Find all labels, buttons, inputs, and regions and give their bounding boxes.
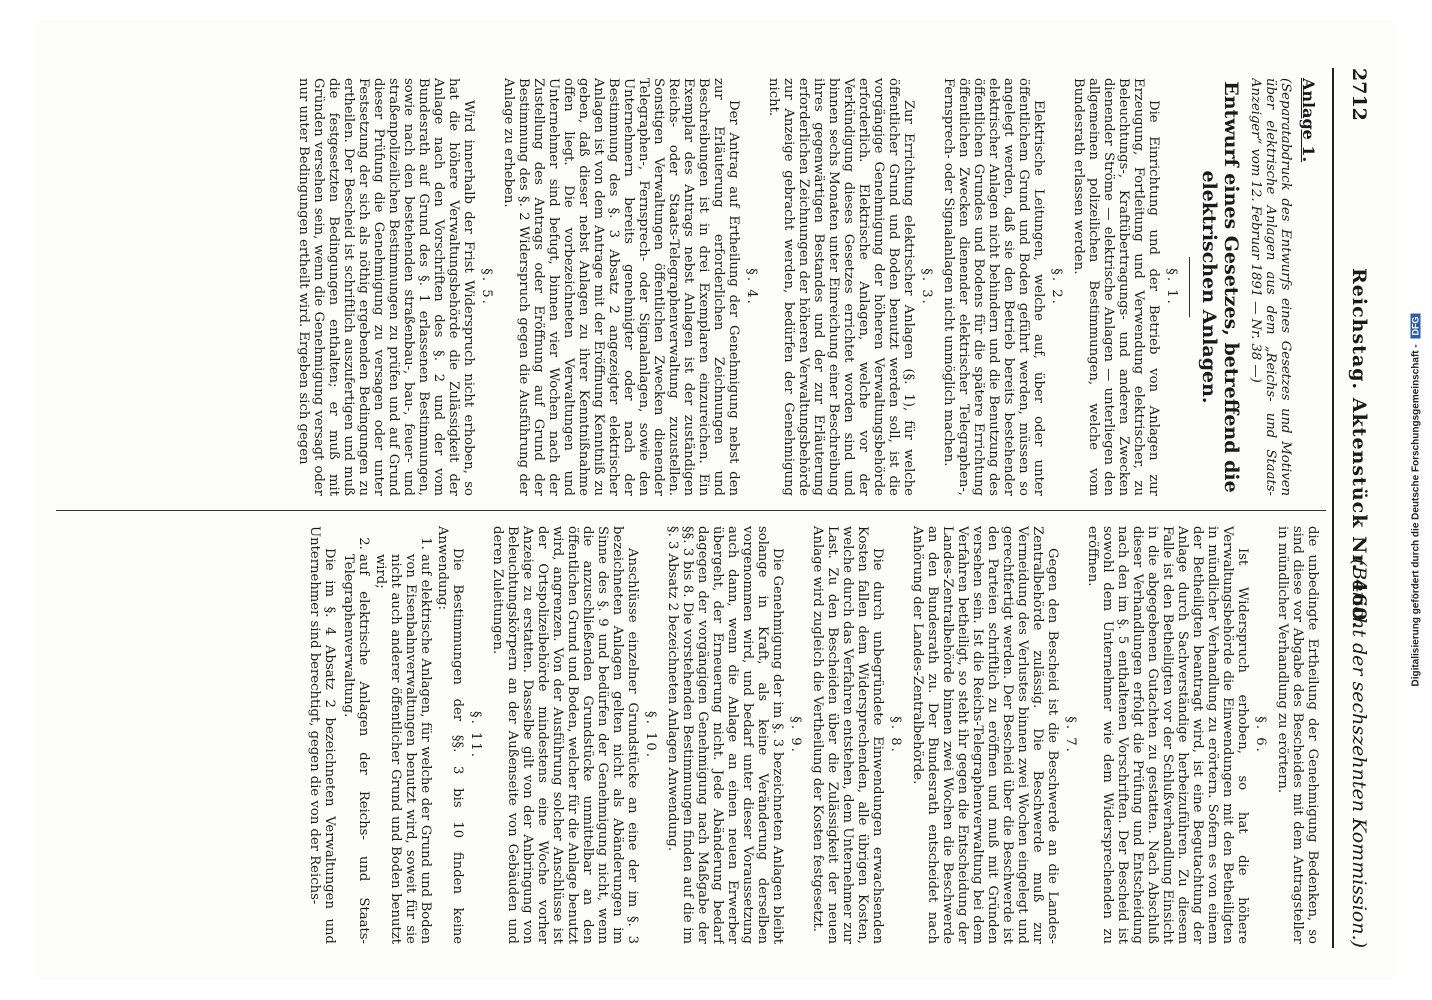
separate-print-note: (Separatabdruck des Entwurfs eines Gesetzes und Motiven über elektrische Anlagen aus dem „Reichs- und Staats-Anzeiger“ vom 12. Februar 1891 — Nr. 38 —) bbox=[1248, 78, 1293, 496]
section-heading-1: §. 1. bbox=[1164, 268, 1179, 306]
section-heading-2: §. 2. bbox=[1049, 268, 1064, 306]
section-heading-8: §. 8. bbox=[888, 716, 903, 754]
section-text-1: Die Einrichtung und der Betrieb von Anlagen zur Erzeugung, Fortleitung und Verwendung elektrischer, zu Beleuchtungs-, Kraftübertragungs- und anderen Zwecken dienender Ströme — elektrische Anlagen — unterliegen den allgemeinen polizeilichen Bestimmungen, welche vom Bundesrath erlassen werden. bbox=[1071, 78, 1161, 496]
section-text-10: Anschlüsse einzelner Grundstücke an eine der im §. 3 bezeichneten Anlagen gelten nicht als Abänderungen im Sinne des §. 9 und bedürfen der Genehmigung nicht, wenn die anzuschließenden Grundstücke unmittelbar an den öffentlichen Grund und Boden, welcher für die Anlage benutzt wird, angrenzen. Von der Ausführung solcher Anschlüsse ist der Ortspolizeibehörde mindestens eine Woche vorher Anzeige zu erstatten. Dasselbe gilt von der Anbringung von Beleuchtungskörpern an der Außenseite von Gebäuden und deren Zuleitungen. bbox=[490, 526, 640, 944]
column-divider bbox=[56, 510, 1326, 511]
section-heading-9: §. 9. bbox=[788, 716, 803, 754]
section-text-7: Gegen den Bescheid ist die Beschwerde an die Landes-Zentralbehörde zulässig. Die Beschwerde muß zur Vermeidung des Verlustes binnen zwei Wochen eingelegt und gerechtfertigt werden. Der Bescheid über die Beschwerde ist den Parteien schriftlich zu eröffnen und muß mit Gründen versehen sein. Ist die Reichs-Telegraphenverwaltung bei dem Verfahren betheiligt, so steht ihr gegen die Entscheidung der Landes-Zentralbehörde binnen zwei Wochen die Beschwerde an den Bundesrath zu. Der Bundesrath entscheidet nach Anhörung der Landes-Zentralbehörde. bbox=[910, 526, 1060, 944]
law-title: Entwurf eines Gesetzes, betreffend die elektrischen Anlagen. bbox=[1198, 81, 1242, 493]
section-heading-6: §. 6. bbox=[1253, 716, 1268, 754]
section-text-5: Wird innerhalb der Frist Widerspruch nicht erhoben, so hat die höhere Verwaltungsbehörde die Zulässigkeit der Anlage nach den Vorschriften des §. 2 und der vom Bundesrath auf Grund des §. 1 erlassenen Bestimmungen, sowie nach den bestehenden straßenbau-, bau-, feuer- und straßenpolizeilichen Bestimmungen zu prüfen und auf Grund dieser Prüfung die Genehmigung zu versagen oder unter Festsetzung der sich als nöthig ergebenden Bedingungen zu ertheilen. Der Bescheid ist schriftlich auszufertigen und muß die festgesetzten Bedingungen enthalten; er muß mit Gründen versehen sein, wenn die Genehmigung versagt oder nur unter Bedingungen ertheilt wird. Ergeben sich gegen bbox=[296, 78, 476, 496]
section-heading-5: §. 5. bbox=[479, 268, 494, 306]
section-text-11: Die Bestimmungen der §§. 3 bis 10 finden keine Anwendung: bbox=[435, 526, 465, 944]
digitization-credit bbox=[1411, 313, 1422, 686]
section-text-11-end: Die im §. 4 Absatz 2 bezeichneten Verwaltungen und Unternehmer sind berechtigt, gegen die von der Reichs- bbox=[307, 526, 337, 944]
list-item: 1. auf elektrische Anlagen, für welche der Grund und Boden von Eisenbahnverwaltungen benutzt wird, soweit für sie nicht auch anderer öffentlicher Grund und Boden benutzt wird; bbox=[373, 554, 433, 944]
title-rule bbox=[1189, 257, 1190, 317]
continued-text: die unbedingte Ertheilung der Genehmigung Bedenken, so sind diese vor Abgabe des Bescheides mit dem Antragsteller in mündlicher Verhandlung zu erörtern. bbox=[1275, 526, 1320, 944]
section-heading-10: §. 10. bbox=[643, 711, 658, 759]
section-heading-11: §. 11. bbox=[468, 711, 483, 759]
annex-label: Anlage 1. bbox=[1299, 78, 1318, 163]
dfg-logo: DFG bbox=[1411, 313, 1421, 338]
left-column bbox=[50, 78, 1320, 496]
digitization-sidebar bbox=[1400, 0, 1432, 1000]
page-header bbox=[1338, 68, 1370, 948]
section-heading-7: §. 7. bbox=[1063, 716, 1078, 754]
section-heading-4: §. 4. bbox=[744, 268, 759, 306]
right-column bbox=[50, 526, 1320, 944]
publication-title: Reichstag. Aktenstück Nr. 460. bbox=[1348, 268, 1370, 630]
list-item: 2. auf elektrische Anlagen der Reichs- und Staats-Telegraphenverwaltung. bbox=[341, 554, 371, 944]
section-text-4: Der Antrag auf Ertheilung der Genehmigung nebst den zur Erläuterung erforderlichen Zeichnungen und Beschreibungen ist in drei Exemplaren einzureichen. Ein Exemplar des Antrags nebst Anlagen ist der zuständigen Reichs- oder Staats-Telegraphenverwaltung zuzustellen. Sonstigen Verwaltungen öffentlichen Zwecken dienender Telegraphen-, Fernsprech- oder Signalanlagen, sowie den Unternehmern bereits genehmigter oder nach der Bestimmung des §. 3 Absatz 2 angezeigter elektrischer Anlagen ist von dem Antrage mit der Eröffnung Kenntniß zu geben, daß dieser nebst Anlagen zu ihrer Kenntnißnahme offen liegt. Die vorbezeichneten Verwaltungen und Unternehmer sind befugt, binnen vier Wochen nach der Zustellung des Antrags oder Eröffnung auf Grund der Bestimmung des §. 2 Widerspruch gegen die Ausführung der Anlage zu erheben. bbox=[501, 78, 741, 496]
section-text-2: Elektrische Leitungen, welche auf, über oder unter öffentlichem Grund und Boden geführt werden, müssen so angelegt werden, daß sie den Betrieb bereits bestehender elektrischer Anlagen nicht behindern und die Benutzung des öffentlichen Grundes und Bodens für die spätere Errichtung öffentlichen Zwecken dienender elektrischer Telegraphen-, Fernsprech- oder Signalanlagen nicht unmöglich machen. bbox=[941, 78, 1046, 496]
section-heading-3: §. 3. bbox=[919, 268, 934, 306]
section-text-9: Die Genehmigung der im §. 3 bezeichneten Anlagen bleibt solange in Kraft, als keine Veränderung derselben vorgenommen wird, und bedarf unter dieser Voraussetzung auch dann, wenn die Anlage an einen neuen Erwerber übergeht, der Erneuerung nicht. Jede Abänderung bedarf dagegen der vorgängigen Genehmigung nach Maßgabe der §§. 3 bis 8. Die vorstehenden Bestimmungen finden auf die im §. 3 Absatz 2 bezeichneten Anlagen Anwendung. bbox=[665, 526, 785, 944]
section-11-list bbox=[341, 526, 433, 944]
report-title: (Bericht der sechszehnten Kommission.) bbox=[1348, 558, 1370, 948]
page-number: 2712 bbox=[1348, 68, 1370, 121]
credit-text: Digitalisierung gefördert durch die Deutsche Forschungsgemeinschaft - bbox=[1410, 344, 1422, 687]
section-text-3: Zur Errichtung elektrischer Anlagen (§. 1), für welche öffentlicher Grund und Boden benutzt werden soll, ist die vorgängige Genehmigung der höheren Verwaltungsbehörde erforderlich. Elektrische Anlagen, welche vor der Verkündigung dieses Gesetzes errichtet worden sind und binnen sechs Monaten unter Einreichung einer Beschreibung ihres gegenwärtigen Bestandes und der zur Erläuterung erforderlichen Zeichnungen der höheren Verwaltungsbehörde zur Anzeige gebracht werden, bedürfen der Genehmigung nicht. bbox=[766, 78, 916, 496]
scanned-document-page bbox=[36, 20, 1396, 980]
section-text-8: Die durch unbegründete Einwendungen erwachsenden Kosten fallen dem Widersprechenden, alle übrigen Kosten, welche durch das Verfahren entstehen, dem Unternehmer zur Last. Zu den Bescheiden über die Zulässigkeit der neuen Anlage wird zugleich die Vertheilung der Kosten festgesetzt. bbox=[810, 526, 885, 944]
header-rule bbox=[1332, 68, 1334, 948]
section-text-6: Ist Widerspruch erhoben, so hat die höhere Verwaltungsbehörde die Einwendungen mit den Betheiligten in mündlicher Verhandlung zu erörtern. Sofern es von einem der Betheiligten beantragt wird, ist eine Begutachtung der Anlage durch Sachverständige herbeizuführen. Zu diesem Falle ist den Betheiligten vor der Schlußverhandlung Einsicht in die abgegebenen Gutachten zu gestatten. Nach Abschluß dieser Verhandlungen erfolgt die Prüfung und Entscheidung nach den im §. 5 enthaltenen Vorschriften. Der Bescheid ist sowohl dem Unternehmer wie dem Widersprechenden zu eröffnen. bbox=[1085, 526, 1250, 944]
